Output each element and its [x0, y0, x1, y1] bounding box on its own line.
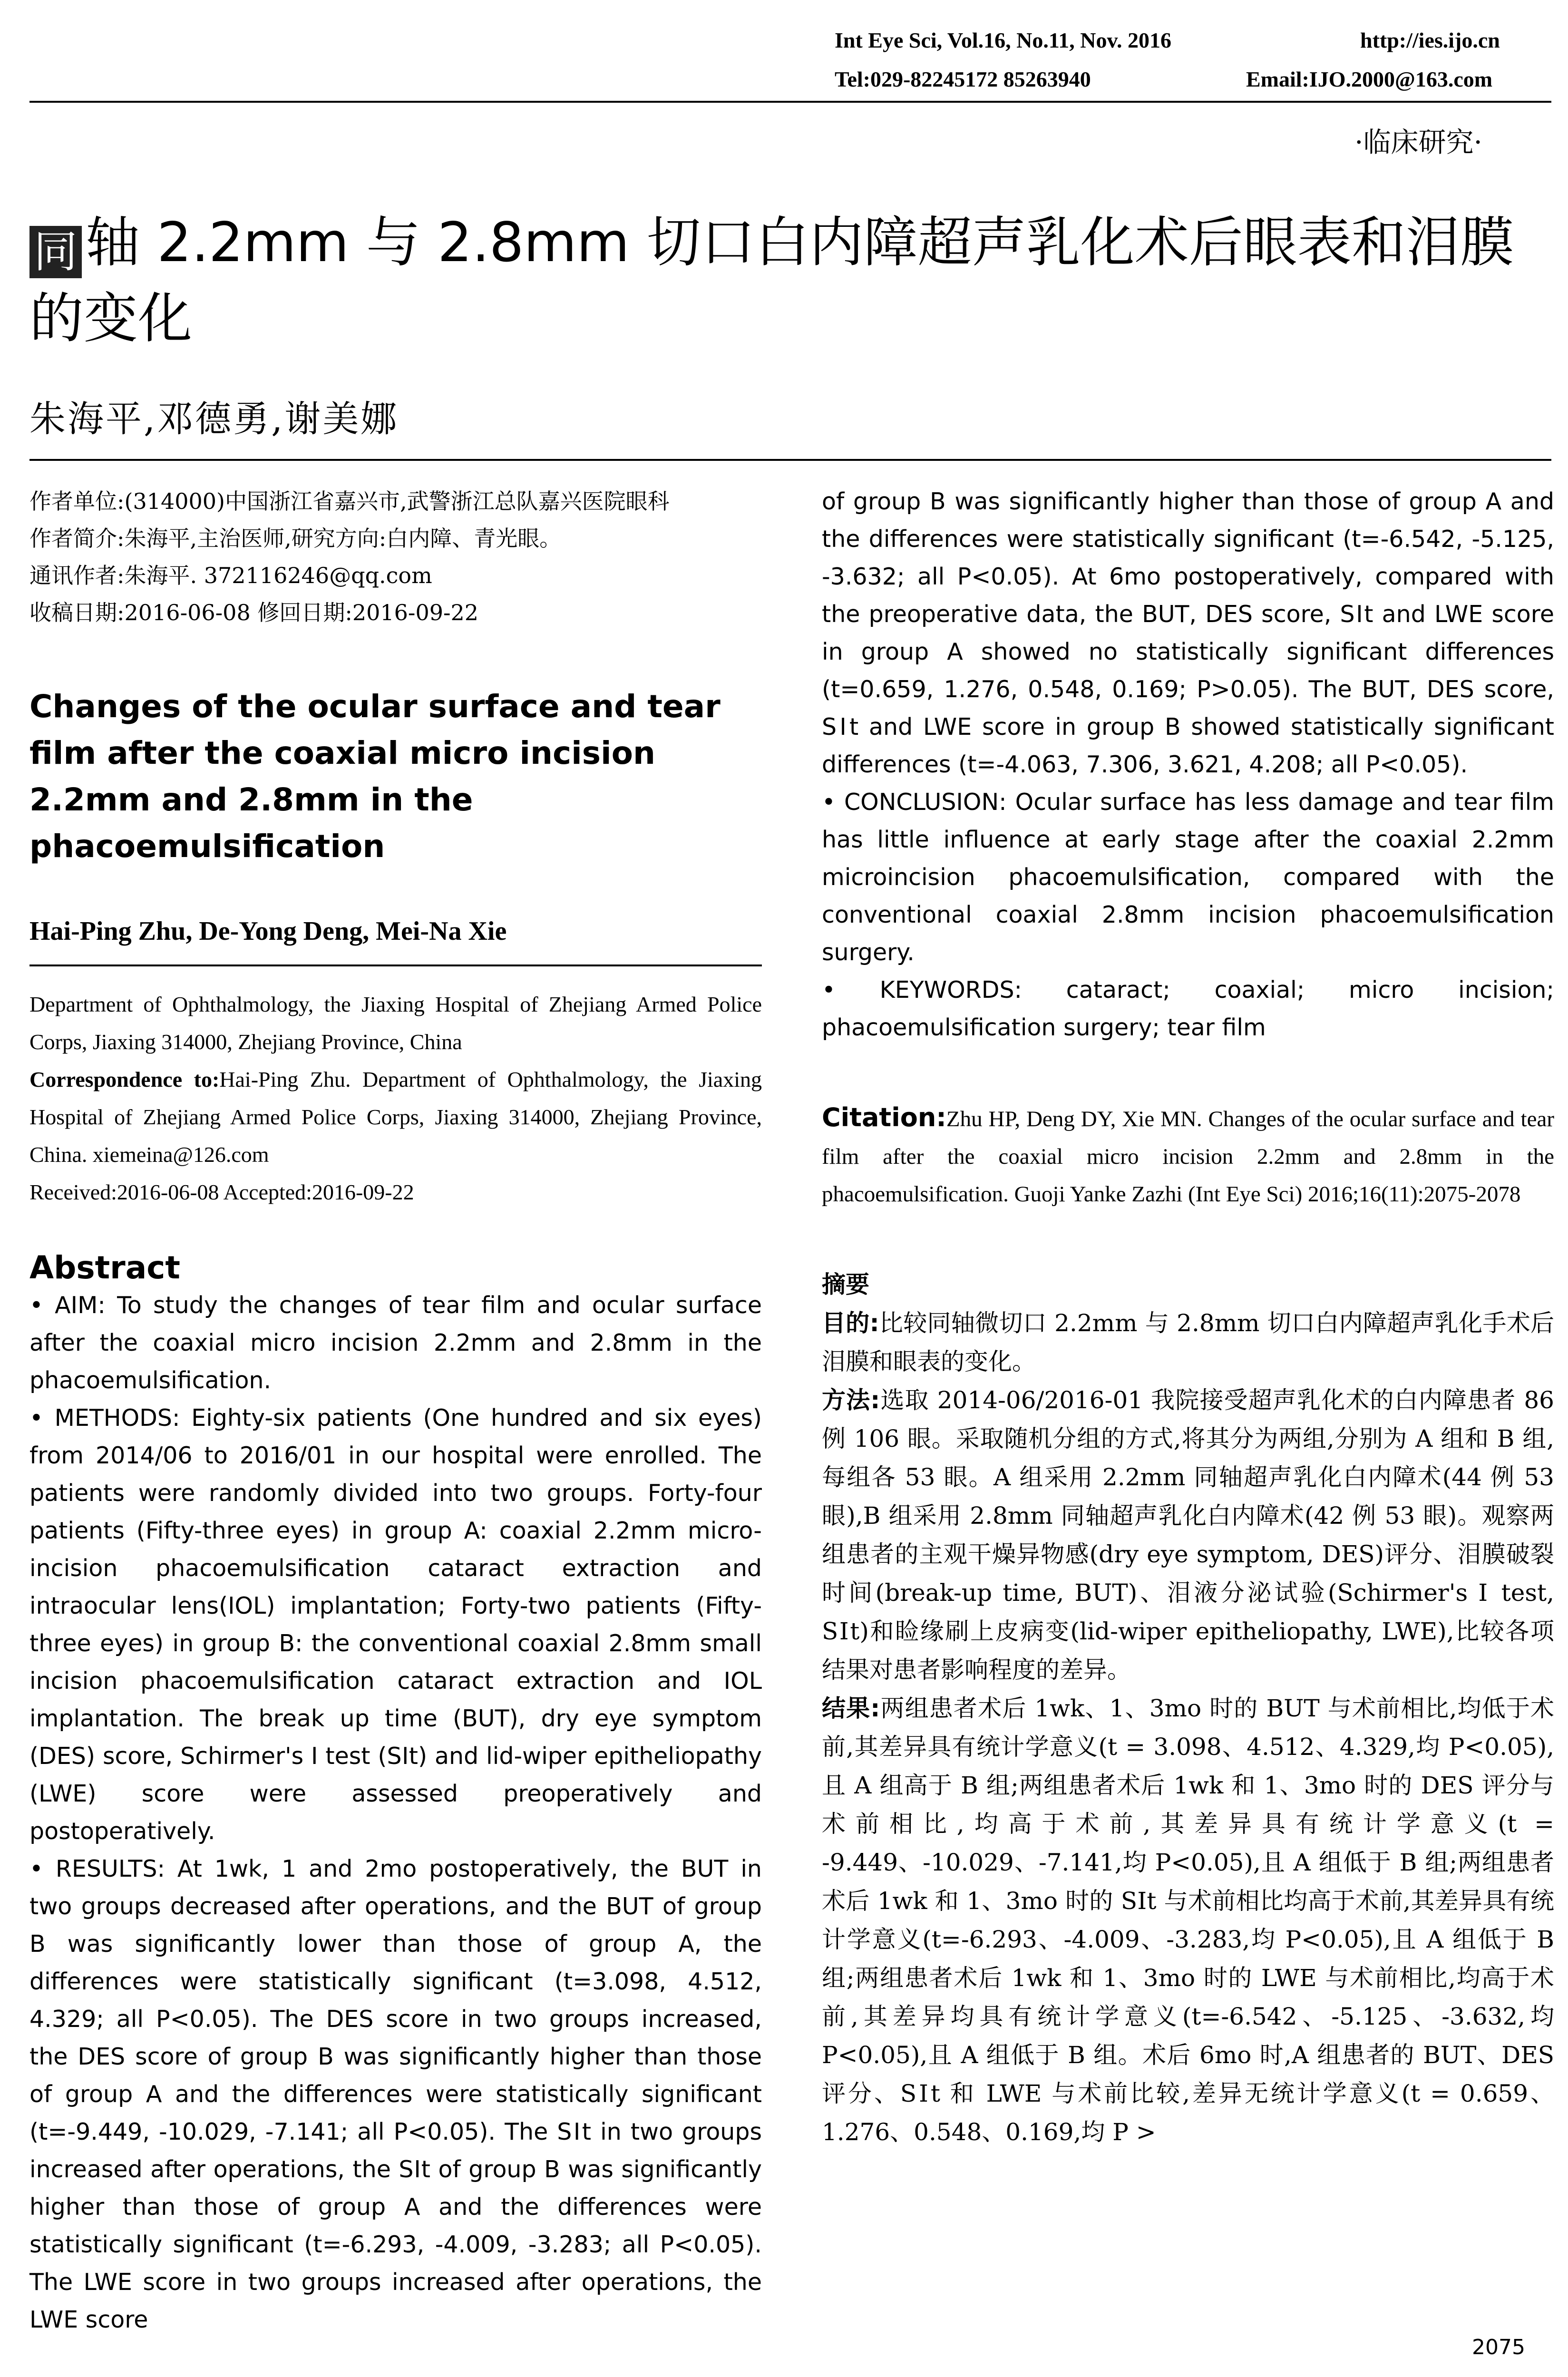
abstract-results: • RESULTS: At 1wk, 1 and 2mo postoperatively, the BUT in two groups decreased after operations, and the BUT of group B was significantly lower than those of group A, the differences were statistically significant (t=3.098, 4.512, 4.329; all P<0.05). The DES score in two groups increased, the DES score of group B was significantly higher than those of group A and the differences were statistically significant (t=-9.449, -10.029, -7.141; all P<0.05). The SⅠt in two groups increased after operations, the SⅠt of group B was significantly higher than those of group A and the differences were statistically significant (t=-6.293, -4.009, -3.283; all P<0.05). The LWE score in two groups increased after operations, the LWE score [29, 1855, 762, 2333]
abstract-body-continued [822, 483, 1554, 1046]
cn-results [822, 1689, 1554, 2152]
journal-line: Int Eye Sci, Vol.16, No.11, Nov. 2016 [835, 28, 1171, 52]
citation [822, 1099, 1554, 1213]
correspondence-label: Correspondence to: [29, 1067, 220, 1091]
author-info [29, 483, 762, 631]
corresponding-cn: 通讯作者:朱海平. 372116246@qq.com [29, 563, 432, 588]
abstract-conclusion: • CONCLUSION: Ocular surface has less damage and tear film has little influence at early stage after the coaxial 2.2mm microincision phacoemulsification, compared with the conventional coaxial 2.8mm incision phacoemulsification surgery. [822, 789, 1554, 966]
correspondence [29, 1061, 762, 1173]
cn-aim-text: 比较同轴微切口 2.2mm 与 2.8mm 切口白内障超声乳化手术后泪膜和眼表的变化。 [822, 1309, 1554, 1375]
cn-results-label: 结果: [822, 1695, 880, 1722]
cn-methods [822, 1381, 1554, 1689]
author-bio-cn: 作者简介:朱海平,主治医师,研究方向:白内障、青光眼。 [29, 526, 562, 551]
left-column [29, 483, 762, 2338]
correspondence-text: Hai-Ping Zhu. Department of Ophthalmology, the Jiaxing Hospital of Zhejiang Armed Police Corps, Jiaxing 314000, Zhejiang Province, China. xiemeina@126.com [29, 1067, 762, 1167]
abstract-aim: • AIM: To study the changes of tear film and ocular surface after the coaxial micro incision 2.2mm and 2.8mm in the phacoemulsification. [29, 1292, 762, 1394]
page-number: 2075 [1472, 2335, 1525, 2359]
title-rule [29, 459, 1551, 461]
journal-tel: Tel:029-82245172 85263940 [835, 67, 1091, 91]
abstract-keywords: • KEYWORDS: cataract; coaxial; micro incision; phacoemulsification surgery; tear film [822, 976, 1554, 1041]
cn-methods-text: 选取 2014-06/2016-01 我院接受超声乳化术的白内障患者 86 例 106 眼。采取随机分组的方式,将其分为两组,分别为 A 组和 B 组,每组各 53 眼。A 组采用 2.2mm 同轴超声乳化白内障术(44 例 53 眼),B 组采用 2.8mm 同轴超声乳化白内障术(42 例 53 眼)。观察两组患者的主观干燥异物感(dry eye symptom, DES)评分、泪膜破裂时间(break-up time, BUT)、泪液分泌试验(Schirmer's Ⅰ test, SⅠt)和睑缘刷上皮病变(lid-wiper epitheliopathy, LWE),比较各项结果对患者影响程度的差异。 [822, 1386, 1554, 1684]
english-affiliation [29, 985, 762, 1211]
dates-cn: 收稿日期:2016-06-08 修回日期:2016-09-22 [29, 600, 479, 625]
title-text: 轴 2.2mm 与 2.8mm 切口白内障超声乳化术后眼表和泪膜的变化 [29, 211, 1514, 350]
abstract-methods: • METHODS: Eighty-six patients (One hundred and six eyes) from 2014/06 to 2016/01 in our hospital were enrolled. The patients were randomly divided into two groups. Forty-four patients (Fifty-three eyes) in group A: coaxial 2.2mm micro-incision phacoemulsification cataract extraction and intraocular lens(IOL) implantation; Forty-two patients (Fifty-three eyes) in group B: the conventional coaxial 2.8mm small incision phacoemulsification cataract extraction and IOL implantation. The break up time (BUT), dry eye symptom (DES) score, Schirmer's I test (SⅠt) and lid-wiper epitheliopathy (LWE) score were assessed preoperatively and postoperatively. [29, 1404, 762, 1845]
article-title [29, 205, 1551, 357]
cn-results-text: 两组患者术后 1wk、1、3mo 时的 BUT 与术前相比,均低于术前,其差异具有统计学意义(t = 3.098、4.512、4.329,均 P<0.05),且 A 组高于 B 组;两组患者术后 1wk 和 1、3mo 时的 DES 评分与术前相比,均高于术前,其差异具有统计学意义(t = -9.449、-10.029、-7.141,均 P<0.05),且 A 组低于 B 组;两组患者术后 1wk 和 1、3mo 时的 SⅠt 与术前相比均高于术前,其差异具有统计学意义(t=-6.293、-4.009、-3.283,均 P<0.05),且 A 组低于 B 组;两组患者术后 1wk 和 1、3mo 时的 LWE 与术前相比,均高于术前,其差异均具有统计学意义(t=-6.542、-5.125、-3.632,均 P<0.05),且 A 组低于 B 组。术后 6mo 时,A 组患者的 BUT、DES 评分、SⅠt 和 LWE 与术前比较,差异无统计学意义(t = 0.659、1.276、0.548、0.169,均 P > [822, 1695, 1555, 2146]
right-column [822, 483, 1554, 2152]
chinese-abstract [822, 1266, 1554, 2152]
received-accepted: Received:2016-06-08 Accepted:2016-09-22 [29, 1180, 414, 1204]
journal-email[interactable]: Email:IJO.2000@163.com [1246, 67, 1493, 91]
citation-label: Citation: [822, 1102, 946, 1132]
english-authors: Hai-Ping Zhu, De-Yong Deng, Mei-Na Xie [29, 916, 507, 946]
title-first-char: 同 [29, 226, 82, 278]
cn-aim [822, 1304, 1554, 1381]
authors-chinese: 朱海平,邓德勇,谢美娜 [29, 398, 399, 440]
cn-aim-label: 目的: [822, 1309, 879, 1337]
citation-text: Zhu HP, Deng DY, Xie MN. Changes of the ocular surface and tear film after the coaxial micro incision 2.2mm and 2.8mm in the phacoemulsification. Guoji Yanke Zazhi (Int Eye Sci) 2016;16(11):2075-2078 [822, 1107, 1554, 1207]
authors-rule [29, 950, 762, 966]
cn-methods-label: 方法: [822, 1386, 880, 1414]
cn-abstract-heading: 摘要 [822, 1271, 869, 1298]
affiliation-cn: 作者单位:(314000)中国浙江省嘉兴市,武警浙江总队嘉兴医院眼科 [29, 488, 670, 514]
abstract-results-continued: of group B was significantly higher than those of group A and the differences were statistically significant (t=-6.542, -5.125, -3.632; all P<0.05). At 6mo postoperatively, compared with the preoperative data, the BUT, DES score, SⅠt and LWE score in group A showed no statistically significant differences (t=0.659, 1.276, 0.548, 0.169; P>0.05). The BUT, DES score, SⅠt and LWE score in group B showed statistically significant differences (t=-4.063, 7.306, 3.621, 4.208; all P<0.05). [822, 488, 1554, 778]
journal-url[interactable]: http://ies.ijo.cn [1360, 28, 1500, 52]
category-label: ·临床研究· [1354, 126, 1482, 158]
abstract-body [29, 1286, 762, 2338]
english-title: Changes of the ocular surface and tear film after the coaxial micro incision 2.2mm and 2.8mm in the phacoemulsification [29, 688, 721, 865]
dept-text: Department of Ophthalmology, the Jiaxing Hospital of Zhejiang Armed Police Corps, Jiaxing 314000, Zhejiang Province, China [29, 992, 762, 1054]
abstract-heading: Abstract [29, 1249, 180, 1286]
header-rule [29, 101, 1551, 103]
